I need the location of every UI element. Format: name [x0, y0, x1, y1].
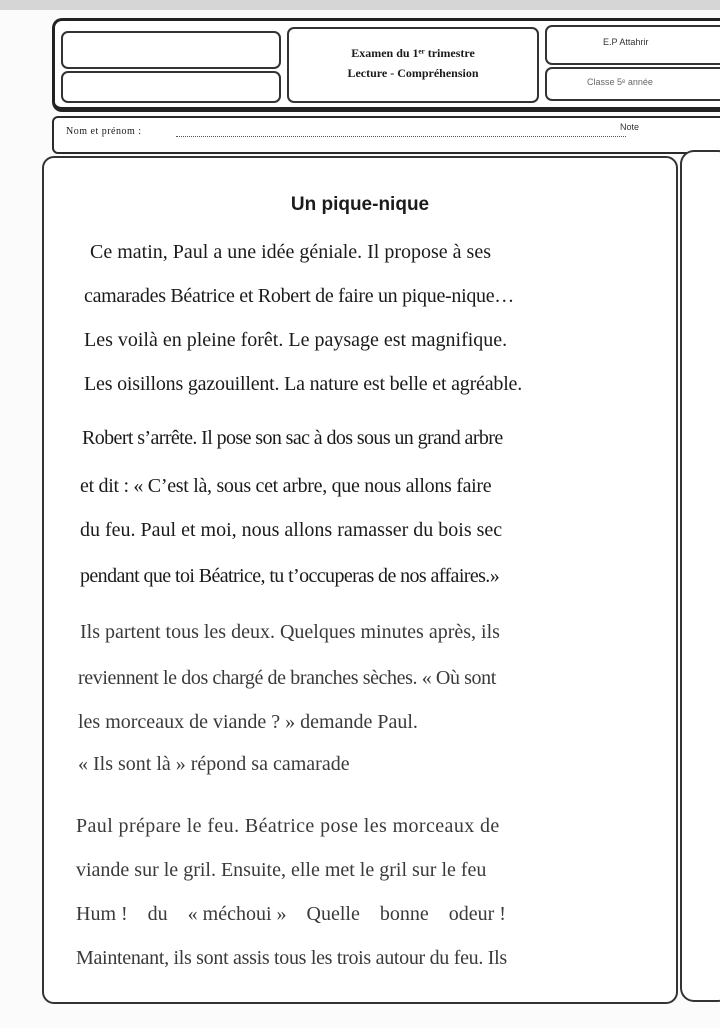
exam-header	[52, 18, 720, 112]
exam-title: Examen du 1ᵉʳ trimestre	[351, 46, 475, 60]
exam-subject: Lecture - Compréhension	[347, 66, 479, 80]
header-blank-cell-bottom	[61, 71, 281, 103]
exam-title-cell	[287, 27, 539, 103]
text-line: camarades Béatrice et Robert de faire un pique-nique…	[84, 285, 515, 307]
class-cell	[545, 67, 720, 101]
text-line: Paul prépare le feu. Béatrice pose les morceaux de	[76, 815, 500, 837]
text-line: du feu. Paul et moi, nous allons ramasser du bois sec	[80, 519, 503, 541]
text-line: Ils partent tous les deux. Quelques minutes après, ils	[80, 621, 500, 643]
text-line: Robert s’arrête. Il pose son sac à dos sous un grand arbre	[82, 427, 503, 449]
name-row	[52, 116, 720, 154]
side-frame	[680, 150, 720, 1002]
name-dotted-line	[176, 136, 626, 137]
text-line: reviennent le dos chargé de branches sèches. « Où sont	[78, 667, 496, 689]
header-blank-cell-top	[61, 31, 281, 69]
class-label: Classe 5ᵉ année	[587, 77, 653, 87]
school-cell	[545, 25, 720, 65]
text-line: pendant que toi Béatrice, tu t’occuperas de nos affaires.»	[80, 565, 500, 587]
text-line: Les voilà en pleine forêt. Le paysage est magnifique.	[84, 329, 508, 351]
reading-text-frame	[42, 156, 678, 1004]
text-line: les morceaux de viande ? » demande Paul.	[78, 711, 418, 733]
text-line: viande sur le gril. Ensuite, elle met le gril sur le feu	[76, 859, 487, 881]
text-title: Un pique-nique	[290, 194, 430, 215]
top-margin-strip	[0, 0, 720, 10]
note-label: Note	[620, 122, 640, 132]
text-line: « Ils sont là » répond sa camarade	[78, 753, 350, 775]
text-line: Les oisillons gazouillent. La nature est belle et agréable.	[84, 373, 523, 395]
text-line: Ce matin, Paul a une idée géniale. Il propose à ses	[90, 241, 491, 263]
text-line: Hum ! du « méchoui » Quelle bonne odeur !	[76, 903, 506, 925]
text-line: Maintenant, ils sont assis tous les trois autour du feu. Ils	[76, 947, 507, 969]
text-line: et dit : « C’est là, sous cet arbre, que nous allons faire	[80, 475, 492, 497]
name-label: Nom et prénom :	[66, 126, 142, 137]
school-name: E.P Attahrir	[603, 37, 649, 47]
